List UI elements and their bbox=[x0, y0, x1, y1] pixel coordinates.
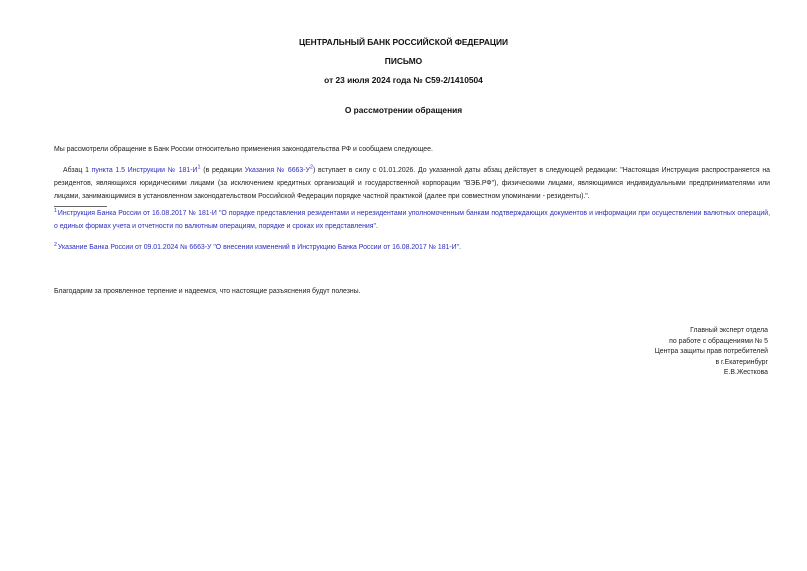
signature-center: Центра защиты прав потребителей bbox=[654, 348, 768, 356]
signature-department: по работе с обращениями № 5 bbox=[669, 337, 768, 345]
footnote-1[interactable] bbox=[54, 207, 770, 233]
instruction-181-link[interactable]: пункта 1.5 Инструкции № 181-И bbox=[91, 167, 198, 174]
footnote-2-number: 2 bbox=[54, 241, 57, 248]
signature-block bbox=[655, 326, 768, 379]
organization-title: ЦЕНТРАЛЬНЫЙ БАНК РОССИЙСКОЙ ФЕДЕРАЦИИ bbox=[298, 37, 509, 47]
footnote-2[interactable] bbox=[54, 241, 770, 254]
footnote-ref-1[interactable]: 1 bbox=[197, 164, 201, 171]
footnote-ref-2[interactable]: 2 bbox=[309, 164, 313, 171]
signature-name: Е.В.Жесткова bbox=[723, 369, 768, 377]
document-subject: О рассмотрении обращения bbox=[344, 105, 463, 115]
footnote-1-text[interactable]: Инструкция Банка России от 16.08.2017 № 181-И "О порядке представления резидентами и нерезидентами уполномоченным банкам подтверждающих документов и информации при осуществлении валютных операций, о единых формах учета и отчетности по валютным операциям, порядке и сроках их представления". bbox=[54, 210, 770, 231]
document-type: ПИСЬМО bbox=[384, 56, 423, 66]
closing-paragraph: Благодарим за проявленное терпение и надеемся, что настоящие разъяснения будут полезны. bbox=[54, 288, 361, 295]
main-paragraph bbox=[54, 164, 770, 204]
signature-position: Главный эксперт отдела bbox=[690, 327, 768, 334]
main-paragraph-rest: ) вступает в силу с 01.01.2026. До указанной даты абзац действует в следующей редакции: "Настоящая Инструкция распространяется на резидентов, являющихся юридическими лицами (за исключением кредитных организаций и государственной корпорации "ВЭБ.РФ"), физическими лицами, являющимися индивидуальными предпринимателями или лицами, занимающимися в установленном законодательством Российской Федерации порядке частной практикой (далее при совместном упоминании - резиденты).". bbox=[54, 167, 771, 201]
footnote-2-text[interactable]: Указание Банка России от 09.01.2024 № 6663-У "О внесении изменений в Инструкцию Банка России от 16.08.2017 № 181-И". bbox=[57, 244, 461, 251]
signature-city: в г.Екатеринбург bbox=[715, 358, 768, 366]
ukazanie-6663-link[interactable]: Указания № 6663-У bbox=[244, 167, 310, 174]
document-date-number: от 23 июля 2024 года № С59-2/1410504 bbox=[324, 75, 483, 85]
footnote-1-number: 1 bbox=[54, 207, 57, 214]
main-paragraph-start: Абзац 1 bbox=[63, 167, 92, 174]
intro-paragraph: Мы рассмотрели обращение в Банк России относительно применения законодательства РФ и сообщаем следующее. bbox=[54, 146, 433, 153]
main-paragraph-mid: (в редакции bbox=[200, 167, 245, 174]
